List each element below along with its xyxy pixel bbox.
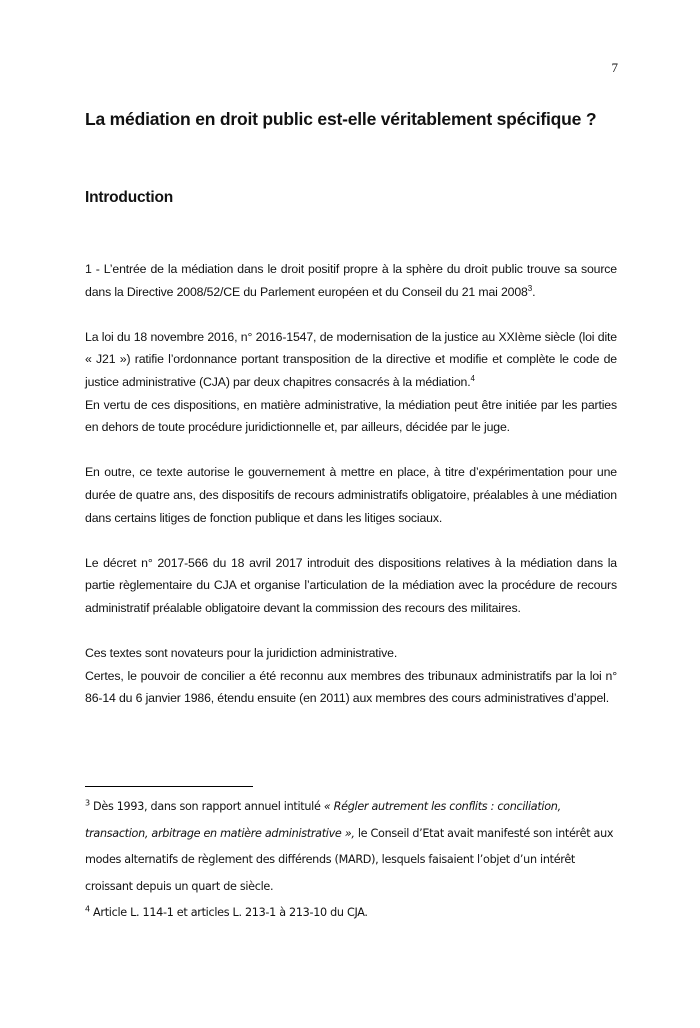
paragraph-1 [85, 258, 617, 303]
page-number: 7 [611, 60, 618, 75]
section-heading: Introduction [85, 189, 173, 206]
paragraph-2-text: La loi du 18 novembre 2016, n° 2016-1547, de modernisation de la justice au XXIème siècle (loi dite « J21 ») ratifie l’ordonnance portant transposition de la directive et modifie et complète le code de justice administrative (CJA) par deux chapitres consacrés à la médiation. [85, 329, 617, 389]
paragraph-6: Ces textes sont novateurs pour la juridiction administrative. [85, 646, 398, 661]
footnote-separator [85, 786, 253, 787]
footnote-3-text-after: le Conseil d’Etat avait manifesté son intérêt aux modes alternatifs de règlement des différends (MARD), lesquels faisaient l’objet d’un intérêt croissant depuis un quart de siècle. [85, 826, 614, 893]
paragraph-7: Certes, le pouvoir de concilier a été reconnu aux membres des tribunaux administratifs par la loi n° 86-14 du 6 janvier 1986, étendu ensuite (en 2011) aux membres des cours administratives d’appel. [85, 668, 617, 706]
document-title: La médiation en droit public est-elle véritablement spécifique ? [85, 109, 597, 129]
paragraph-1-end: . [532, 284, 536, 299]
footnote-ref-3[interactable]: 3 [527, 283, 533, 293]
paragraph-5: Le décret n° 2017-566 du 18 avril 2017 introduit des dispositions relatives à la médiation dans la partie règlementaire du CJA et organise l’articulation de la médiation avec la procédure de recours administratif préalable obligatoire devant la commission des recours des militaires. [85, 555, 617, 615]
footnote-number: 3 [85, 798, 90, 808]
footnote-3 [85, 794, 625, 900]
body-text [85, 258, 617, 710]
footnote-3-report-title: « Régler autrement les conflits : conciliation, transaction, arbitrage en matière administrative », [85, 800, 561, 840]
footnotes [85, 794, 625, 927]
footnote-3-text-before: Dès 1993, dans son rapport annuel intitulé [89, 800, 324, 813]
footnote-4-text: Article L. 114-1 et articles L. 213-1 à 213-10 du CJA. [89, 906, 368, 919]
paragraph-1-text: 1 - L’entrée de la médiation dans le droit positif propre à la sphère du droit public trouve sa source dans la Directive 2008/52/CE du Parlement européen et du Conseil du 21 mai 2008 [85, 262, 617, 299]
paragraph-2 [85, 326, 617, 394]
footnote-number: 4 [85, 904, 90, 914]
footnote-4 [85, 900, 625, 927]
paragraph-4: En outre, ce texte autorise le gouvernement à mettre en place, à titre d’expérimentation pour une durée de quatre ans, des dispositifs de recours administratifs obligatoire, préalables à une médiation dans certains litiges de fonction publique et dans les litiges sociaux. [85, 465, 617, 525]
paragraph-3: En vertu de ces dispositions, en matière administrative, la médiation peut être initiée par les parties en dehors de toute procédure juridictionnelle et, par ailleurs, décidée par le juge. [85, 397, 617, 435]
footnote-ref-4[interactable]: 4 [470, 373, 475, 383]
